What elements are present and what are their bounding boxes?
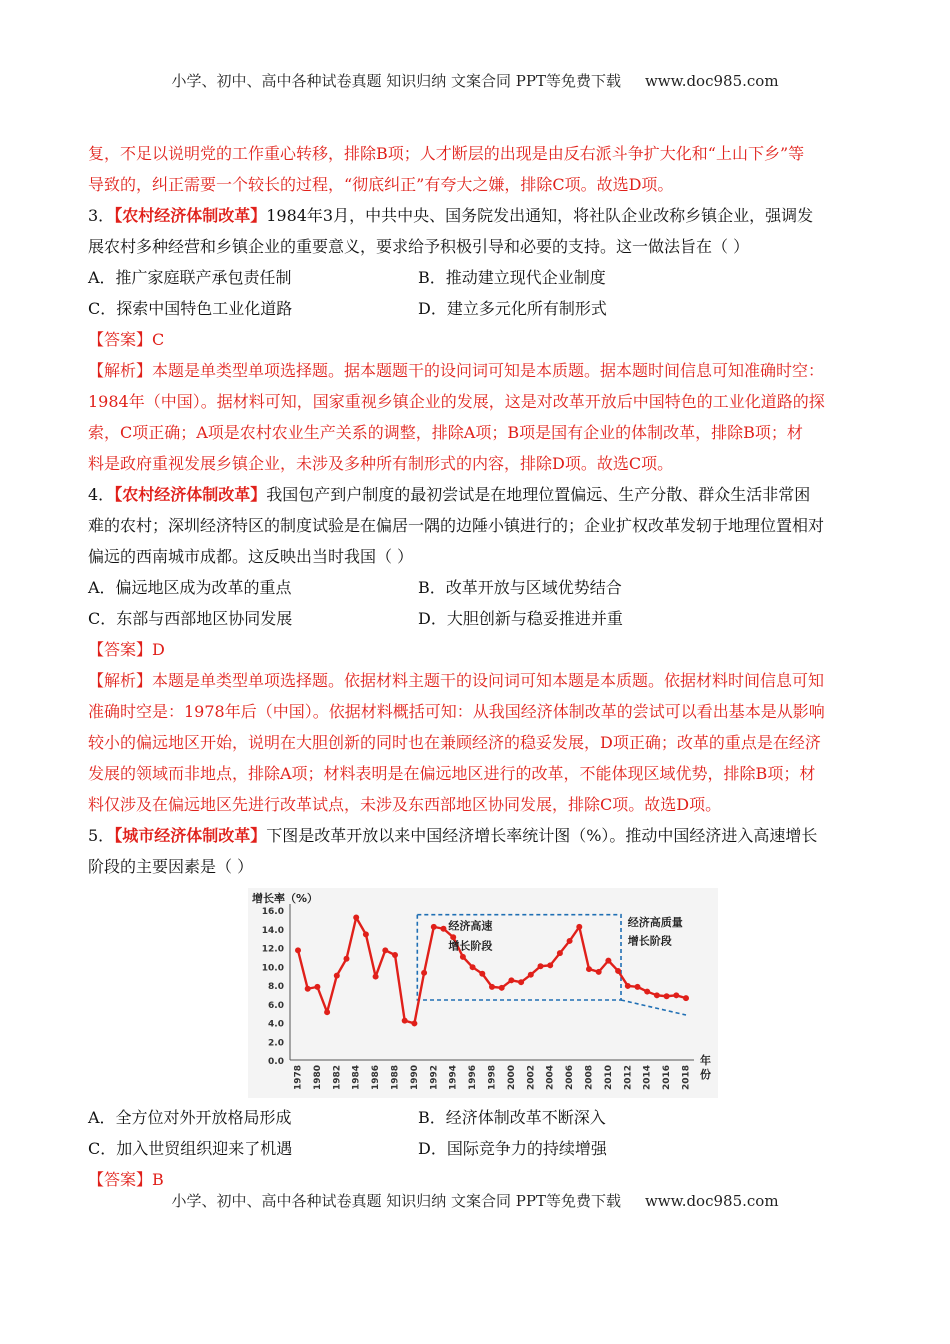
prev-analysis-line: 复，不足以说明党的工作重心转移，排除B项；人才断层的出现是由反右派斗争扩大化和“上山下乡”等 bbox=[88, 144, 805, 163]
x-tick-label: 1978 bbox=[293, 1064, 304, 1090]
x-tick-label: 1984 bbox=[351, 1064, 362, 1090]
question-tag: 【城市经济体制改革】 bbox=[114, 826, 267, 845]
option-d: D．大胆创新与稳妥推进并重 bbox=[418, 609, 623, 628]
data-point bbox=[605, 958, 611, 964]
option-d: D．建立多元化所有制形式 bbox=[418, 299, 607, 318]
question-text: 1984年3月，中共中央、国务院发出通知，将社队企业改称乡镇企业，强调发 bbox=[266, 206, 814, 225]
data-point bbox=[654, 992, 660, 998]
question-4-analysis bbox=[88, 665, 864, 696]
y-tick-label: 4.0 bbox=[268, 1019, 284, 1030]
header-text: 小学、初中、高中各种试卷真题 知识归纳 文案合同 PPT等免费下载 bbox=[171, 72, 621, 90]
option-d: D．国际竞争力的持续增强 bbox=[418, 1139, 607, 1158]
x-tick-label: 1992 bbox=[429, 1064, 440, 1090]
x-tick-label: 1988 bbox=[390, 1064, 401, 1090]
x-tick-label: 2006 bbox=[565, 1064, 576, 1090]
data-point bbox=[625, 983, 631, 989]
data-point bbox=[547, 962, 553, 968]
data-point bbox=[421, 970, 427, 976]
question-3-options-ab bbox=[88, 262, 864, 293]
data-point bbox=[596, 969, 602, 975]
analysis-line: 料仅涉及在偏远地区先进行改革试点，未涉及东西部地区协同发展，排除C项。故选D项。 bbox=[88, 795, 722, 814]
x-tick-label: 1980 bbox=[312, 1064, 323, 1090]
question-3-stem-cont: 展农村多种经营和乡镇企业的重要意义，要求给予积极引导和必要的支持。这一做法旨在（ ） bbox=[88, 237, 750, 256]
y-tick-label: 14.0 bbox=[261, 925, 284, 936]
data-point bbox=[441, 926, 447, 932]
y-axis-label: 增长率（%） bbox=[252, 892, 319, 905]
analysis-line: 索，C项正确；A项是农村农业生产关系的调整，排除A项；B项是国有企业的体制改革，排除B项；材 bbox=[88, 423, 803, 442]
data-point bbox=[334, 973, 340, 979]
data-point bbox=[411, 1020, 417, 1026]
answer-label: 【答案】 bbox=[88, 330, 153, 349]
y-tick-label: 12.0 bbox=[261, 944, 284, 955]
option-c: C．探索中国特色工业化道路 bbox=[88, 299, 293, 318]
question-5-options-ab bbox=[88, 1102, 864, 1133]
analysis-text: 本题是单类型单项选择题。依据材料主题干的设问词可知本题是本质题。依据材料时间信息可知 bbox=[152, 671, 825, 690]
data-point bbox=[635, 984, 641, 990]
data-point bbox=[392, 952, 398, 958]
question-tag: 【农村经济体制改革】 bbox=[114, 485, 267, 504]
answer-value: B bbox=[152, 1170, 164, 1189]
question-text: 下图是改革开放以来中国经济增长率统计图（%）。推动中国经济进入高速增长 bbox=[266, 826, 818, 845]
data-point bbox=[576, 924, 582, 930]
x-tick-label: 2008 bbox=[584, 1064, 595, 1090]
analysis-line: 准确时空是：1978年后（中国）。依据材料概括可知：从我国经济体制改革的尝试可以看出基本是从影响 bbox=[88, 702, 825, 721]
page-header bbox=[0, 70, 950, 91]
question-4-stem bbox=[88, 479, 864, 510]
answer-value: C bbox=[152, 330, 165, 349]
analysis-line: 1984年（中国）。据材料可知，国家重视乡镇企业的发展，这是对改革开放后中国特色的工业化道路的探 bbox=[88, 392, 825, 411]
annotation-label: 增长阶段 bbox=[627, 934, 672, 948]
question-4-stem-cont: 难的农村；深圳经济特区的制度试验是在偏居一隅的边陲小镇进行的；企业扩权改革发轫于地理位置相对 bbox=[88, 516, 825, 535]
question-number: 5． bbox=[88, 826, 115, 845]
data-point bbox=[683, 995, 689, 1001]
question-3-answer bbox=[88, 324, 864, 355]
option-b: B．经济体制改革不断深入 bbox=[418, 1108, 606, 1127]
answer-value: D bbox=[152, 640, 165, 659]
footer-site: www.doc985.com bbox=[644, 1192, 779, 1210]
data-point bbox=[479, 971, 485, 977]
data-point bbox=[673, 992, 679, 998]
data-point bbox=[489, 984, 495, 990]
x-tick-label: 1994 bbox=[448, 1064, 459, 1090]
x-tick-label: 2002 bbox=[526, 1064, 537, 1090]
x-tick-label: 2016 bbox=[662, 1064, 673, 1090]
analysis-label: 【解析】 bbox=[88, 671, 153, 690]
question-4-answer bbox=[88, 634, 864, 665]
data-point bbox=[499, 985, 505, 991]
x-tick-label: 2000 bbox=[506, 1064, 517, 1090]
analysis-text: 本题是单类型单项选择题。据本题题干的设问词可知是本质题。据本题时间信息可知准确时空： bbox=[152, 361, 825, 380]
question-5-stem-cont: 阶段的主要因素是（ ） bbox=[88, 857, 254, 876]
annotation-label: 增长阶段 bbox=[448, 939, 493, 953]
header-site: www.doc985.com bbox=[644, 72, 779, 90]
question-3-options-cd bbox=[88, 293, 864, 324]
x-tick-label: 1982 bbox=[332, 1064, 343, 1090]
data-point bbox=[295, 947, 301, 953]
analysis-line: 料是政府重视发展乡镇企业，未涉及多种所有制形式的内容，排除D项。故选C项。 bbox=[88, 454, 674, 473]
document-body bbox=[88, 138, 864, 1195]
data-point bbox=[528, 972, 534, 978]
option-b: B．推动建立现代企业制度 bbox=[418, 268, 606, 287]
data-point bbox=[538, 963, 544, 969]
question-text: 我国包产到户制度的最初尝试是在地理位置偏远、生产分散、群众生活非常困 bbox=[266, 485, 811, 504]
x-tick-label: 1996 bbox=[468, 1064, 479, 1090]
analysis-line: 发展的领域而非地点，排除A项；材料表明是在偏远地区进行的改革，不能体现区域优势，排除B项；材 bbox=[88, 764, 816, 783]
option-c: C．加入世贸组织迎来了机遇 bbox=[88, 1139, 293, 1158]
data-point bbox=[644, 989, 650, 995]
data-point bbox=[567, 938, 573, 944]
data-point bbox=[402, 1018, 408, 1024]
y-tick-label: 6.0 bbox=[268, 1000, 284, 1011]
option-a: A．全方位对外开放格局形成 bbox=[88, 1108, 292, 1127]
x-tick-label: 2018 bbox=[681, 1064, 692, 1090]
data-point bbox=[431, 924, 437, 930]
data-point bbox=[382, 947, 388, 953]
data-point bbox=[344, 956, 350, 962]
question-3-stem bbox=[88, 200, 864, 231]
data-point bbox=[586, 966, 592, 972]
growth-rate-chart-svg bbox=[248, 888, 718, 1098]
question-4-stem-cont: 偏远的西南城市成都。这反映出当时我国（ ） bbox=[88, 547, 414, 566]
y-tick-label: 10.0 bbox=[261, 963, 284, 974]
data-point bbox=[363, 931, 369, 937]
y-tick-label: 2.0 bbox=[268, 1038, 284, 1049]
question-5-stem bbox=[88, 820, 864, 851]
data-point bbox=[353, 915, 359, 921]
question-4-options-cd bbox=[88, 603, 864, 634]
x-tick-label: 1990 bbox=[409, 1064, 420, 1090]
question-number: 3． bbox=[88, 206, 115, 225]
option-c: C．东部与西部地区协同发展 bbox=[88, 609, 293, 628]
data-point bbox=[324, 1009, 330, 1015]
question-tag: 【农村经济体制改革】 bbox=[114, 206, 267, 225]
y-tick-label: 16.0 bbox=[261, 907, 284, 917]
data-point bbox=[470, 964, 476, 970]
analysis-line: 较小的偏远地区开始，说明在大胆创新的同时也在兼顾经济的稳妥发展，D项正确；改革的重点是在经济 bbox=[88, 733, 821, 752]
question-5-options-cd bbox=[88, 1133, 864, 1164]
x-tick-label: 2010 bbox=[603, 1064, 614, 1090]
data-point bbox=[305, 986, 311, 992]
option-a: A．推广家庭联产承包责任制 bbox=[88, 268, 292, 287]
data-point bbox=[664, 993, 670, 999]
x-axis-label: 年 bbox=[700, 1054, 711, 1067]
data-point bbox=[314, 984, 320, 990]
x-tick-label: 2012 bbox=[623, 1064, 634, 1090]
data-point bbox=[518, 979, 524, 985]
question-4-options-ab bbox=[88, 572, 864, 603]
question-3-analysis bbox=[88, 355, 864, 386]
data-point bbox=[373, 974, 379, 980]
footer-text: 小学、初中、高中各种试卷真题 知识归纳 文案合同 PPT等免费下载 bbox=[171, 1192, 621, 1210]
data-point bbox=[460, 954, 466, 960]
option-a: A．偏远地区成为改革的重点 bbox=[88, 578, 292, 597]
annotation-label: 经济高质量 bbox=[627, 915, 683, 929]
x-axis-label: 份 bbox=[700, 1068, 711, 1081]
data-point bbox=[508, 977, 514, 983]
x-tick-label: 2014 bbox=[642, 1064, 653, 1090]
y-tick-label: 8.0 bbox=[268, 982, 284, 992]
growth-rate-chart bbox=[248, 888, 718, 1098]
x-tick-label: 1986 bbox=[371, 1064, 382, 1090]
x-tick-label: 1998 bbox=[487, 1064, 498, 1090]
option-b: B．改革开放与区域优势结合 bbox=[418, 578, 622, 597]
data-point bbox=[615, 968, 621, 974]
data-point bbox=[557, 950, 563, 956]
annotation-label: 经济高速 bbox=[448, 919, 493, 933]
prev-analysis-line: 导致的，纠正需要一个较长的过程，“彻底纠正”有夸大之嫌，排除C项。故选D项。 bbox=[88, 175, 674, 194]
analysis-label: 【解析】 bbox=[88, 361, 153, 380]
question-number: 4． bbox=[88, 485, 115, 504]
y-tick-label: 0.0 bbox=[268, 1057, 284, 1067]
page-footer bbox=[0, 1190, 950, 1211]
x-tick-label: 2004 bbox=[545, 1064, 556, 1090]
answer-label: 【答案】 bbox=[88, 640, 153, 659]
answer-label: 【答案】 bbox=[88, 1170, 153, 1189]
